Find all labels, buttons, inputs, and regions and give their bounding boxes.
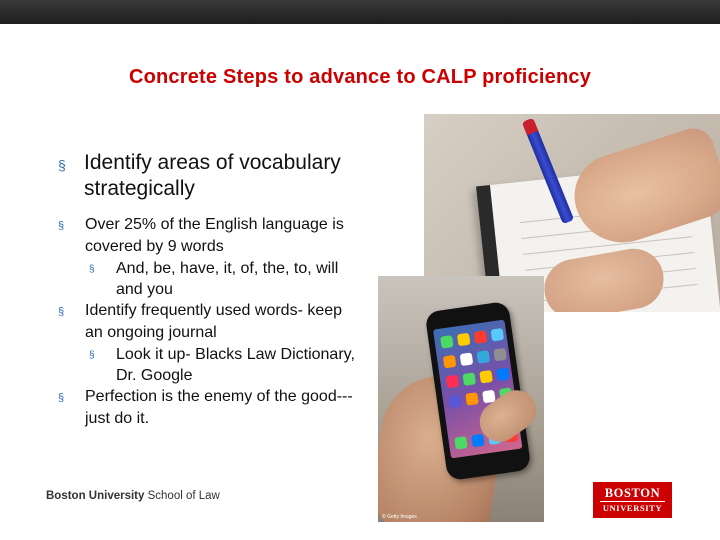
slide-title: Concrete Steps to advance to CALP proficiency	[128, 66, 592, 88]
bullet-icon: §	[58, 392, 65, 404]
bullet-icon: §	[58, 157, 66, 173]
bullet-text: Look it up- Blacks Law Dictionary, Dr. Google	[116, 346, 355, 384]
logo-top-text: BOSTON	[604, 486, 661, 500]
bullet-item-level3	[28, 344, 358, 386]
bullet-text: Perfection is the enemy of the good--- just do it.	[85, 388, 353, 427]
bullet-text: Over 25% of the English language is covered by 9 words	[85, 216, 344, 255]
bullet-item-level2	[28, 386, 358, 430]
bullet-icon: §	[58, 306, 65, 318]
bullet-list	[58, 150, 358, 430]
bu-logo	[593, 482, 672, 518]
school-name-rest: School of Law	[144, 490, 220, 502]
school-name-bold: Boston University	[46, 490, 145, 502]
bullet-text: Identify areas of vocabulary strategically	[84, 151, 341, 200]
top-bar	[0, 0, 720, 24]
photo-credit: © Getty Images	[382, 514, 417, 520]
bullet-icon: §	[89, 350, 95, 361]
bullet-item-level3	[28, 258, 358, 300]
phone-photo	[378, 276, 544, 522]
bullet-item-level1	[58, 150, 358, 202]
bullet-icon: §	[58, 220, 65, 232]
logo-bottom-text: UNIVERSITY	[602, 503, 663, 513]
bullet-text: Identify frequently used words- keep an ongoing journal	[85, 302, 343, 341]
bullet-icon: §	[89, 264, 95, 275]
school-name	[46, 490, 220, 502]
bullet-item-level2	[28, 300, 358, 344]
bullet-text: And, be, have, it, of, the, to, will and you	[116, 260, 339, 298]
bullet-item-level2	[28, 214, 358, 258]
